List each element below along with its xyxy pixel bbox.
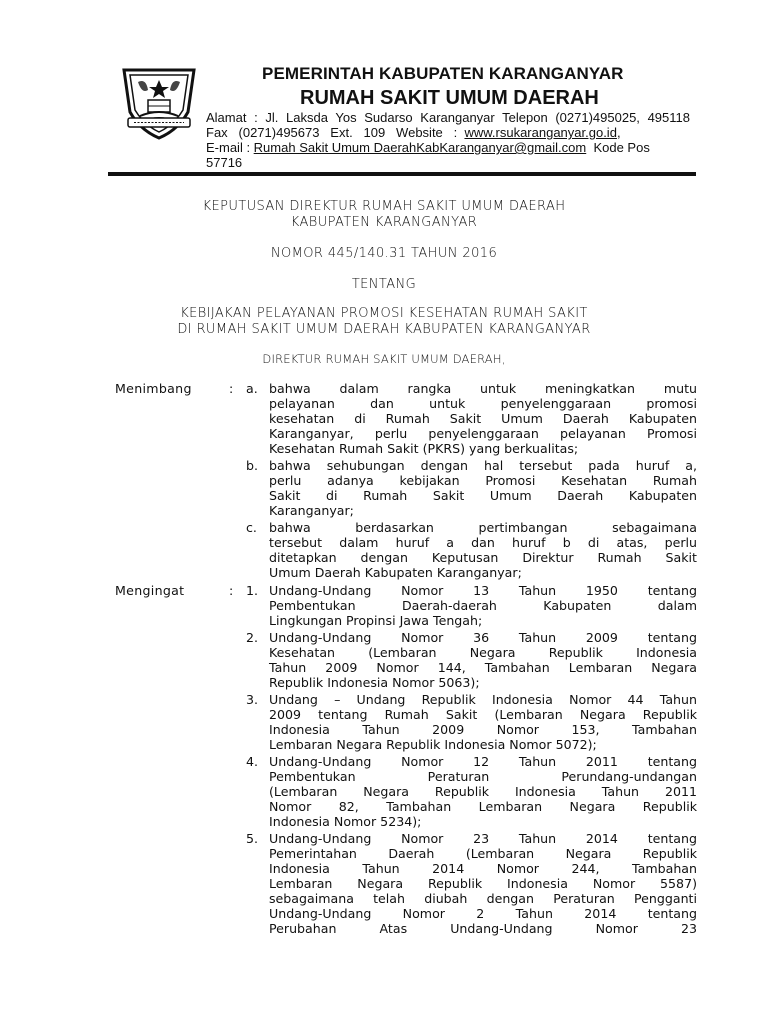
list-item-line: Indonesia Tahun 2009 Nomor 153, Tambahan [269, 722, 697, 737]
fax-suffix: , [616, 125, 621, 140]
list-item-line: Undang-Undang Nomor 36 Tahun 2009 tentang [269, 630, 697, 645]
email-label: E-mail : [206, 140, 254, 155]
list-item-line: bahwa sehubungan dengan hal tersebut pada huruf a, [269, 458, 697, 473]
list-marker: 3. [246, 692, 259, 707]
list-item-line: bahwa dalam rangka untuk meningkatkan mutu [269, 381, 697, 396]
list-item-line: Undang-Undang Nomor 2 Tahun 2014 tentang [269, 906, 697, 921]
address-line: Alamat : Jl. Laksda Yos Sudarso Karanganyar Telepon (0271)495025, 495118 [206, 110, 690, 125]
list-item-line: Karanganyar, perlu penyelenggaraan pelayanan Promosi [269, 426, 697, 441]
list-item-line: sebagaimana telah diubah dengan Peraturan Pengganti [269, 891, 697, 906]
list-item-line: Pemerintahan Daerah (Lembaran Negara Republik [269, 846, 697, 861]
list-item-line: Perubahan Atas Undang-Undang Nomor 23 [269, 921, 697, 936]
list-item-line: Karanganyar; [269, 503, 354, 518]
list-marker: 2. [246, 630, 259, 645]
list-item-line: Lingkungan Propinsi Jawa Tengah; [269, 613, 483, 628]
letterhead-divider [108, 172, 696, 176]
postal-code: 57716 [206, 155, 243, 170]
website-link[interactable]: www.rsukaranganyar.go.id [464, 125, 617, 140]
menimbang-label: Menimbang [115, 381, 192, 396]
list-marker: c. [246, 520, 257, 535]
list-item-line: Indonesia Tahun 2014 Nomor 244, Tambahan [269, 861, 697, 876]
list-item-line: Lembaran Negara Republik Indonesia Nomor 5587) [269, 876, 697, 891]
subject-line1: KEBIJAKAN PELAYANAN PROMOSI KESEHATAN RUMAH SAKIT [180, 306, 588, 321]
mengingat-colon: : [229, 583, 234, 598]
list-marker: a. [246, 381, 258, 396]
list-item-line: perlu adanya kebijakan Promosi Kesehatan Rumah [269, 473, 697, 488]
fax-text: Fax (0271)495673 Ext. 109 Website : [206, 125, 465, 140]
list-item-line: Undang – Undang Republik Indonesia Nomor 44 Tahun [269, 692, 697, 707]
email-line [206, 140, 690, 155]
list-item-line: Pembentukan Peraturan Perundang-undangan [269, 769, 697, 784]
list-item-line: Undang-Undang Nomor 13 Tahun 1950 tentang [269, 583, 697, 598]
email-link[interactable]: Rumah Sakit Umum DaerahKabKaranganyar@gmail.com [253, 140, 587, 155]
decree-number: NOMOR 445/140.31 TAHUN 2016 [270, 246, 498, 261]
list-item-line: Tahun 2009 Nomor 144, Tambahan Lembaran Negara [269, 660, 697, 675]
menimbang-colon: : [229, 381, 234, 396]
mengingat-label: Mengingat [115, 583, 185, 598]
about-label: TENTANG [351, 277, 417, 292]
list-marker: 4. [246, 754, 259, 769]
subject-line2: DI RUMAH SAKIT UMUM DAERAH KABUPATEN KARANGANYAR [177, 322, 591, 337]
list-item-line: Lembaran Negara Republik Indonesia Nomor 5072); [269, 737, 597, 752]
director-heading: DIREKTUR RUMAH SAKIT UMUM DAERAH, [262, 352, 506, 366]
decree-title-line2: KABUPATEN KARANGANYAR [290, 215, 478, 230]
fax-website-line [206, 125, 690, 140]
list-item-line: (Lembaran Negara Republik Indonesia Tahun 2011 [269, 784, 697, 799]
list-item-line: kesehatan di Rumah Sakit Umum Daerah Kabupaten [269, 411, 697, 426]
hospital-heading: RUMAH SAKIT UMUM DAERAH [300, 87, 599, 109]
list-item-line: Sakit di Rumah Sakit Umum Daerah Kabupaten [269, 488, 697, 503]
list-item-line: Kesehatan Rumah Sakit (PKRS) yang berkualitas; [269, 441, 579, 456]
list-item-line: Pembentukan Daerah-daerah Kabupaten dalam [269, 598, 697, 613]
government-heading: PEMERINTAH KABUPATEN KARANGANYAR [262, 64, 624, 83]
list-item-line: pelayanan dan untuk penyelenggaraan promosi [269, 396, 697, 411]
regency-emblem-logo [118, 60, 200, 142]
list-marker: b. [246, 458, 258, 473]
list-item-line: Kesehatan (Lembaran Negara Republik Indonesia [269, 645, 697, 660]
list-item-line: tersebut dalam huruf a dan huruf b di atas, perlu [269, 535, 697, 550]
postal-label: Kode Pos [586, 140, 650, 155]
list-item-line: bahwa berdasarkan pertimbangan sebagaimana [269, 520, 697, 535]
list-item-line: Republik Indonesia Nomor 5063); [269, 675, 480, 690]
list-item-line: Undang-Undang Nomor 23 Tahun 2014 tentang [269, 831, 697, 846]
list-item-line: Nomor 82, Tambahan Lembaran Negara Republik [269, 799, 697, 814]
list-item-line: Umum Daerah Kabupaten Karanganyar; [269, 565, 522, 580]
list-item-line: 2009 tentang Rumah Sakit (Lembaran Negara Republik [269, 707, 697, 722]
list-item-line: Undang-Undang Nomor 12 Tahun 2011 tentang [269, 754, 697, 769]
list-item-line: ditetapkan dengan Keputusan Direktur Rumah Sakit [269, 550, 697, 565]
decree-title-line1: KEPUTUSAN DIREKTUR RUMAH SAKIT UMUM DAERAH [202, 199, 566, 214]
list-marker: 1. [246, 583, 259, 598]
list-marker: 5. [246, 831, 259, 846]
list-item-line: Indonesia Nomor 5234); [269, 814, 422, 829]
